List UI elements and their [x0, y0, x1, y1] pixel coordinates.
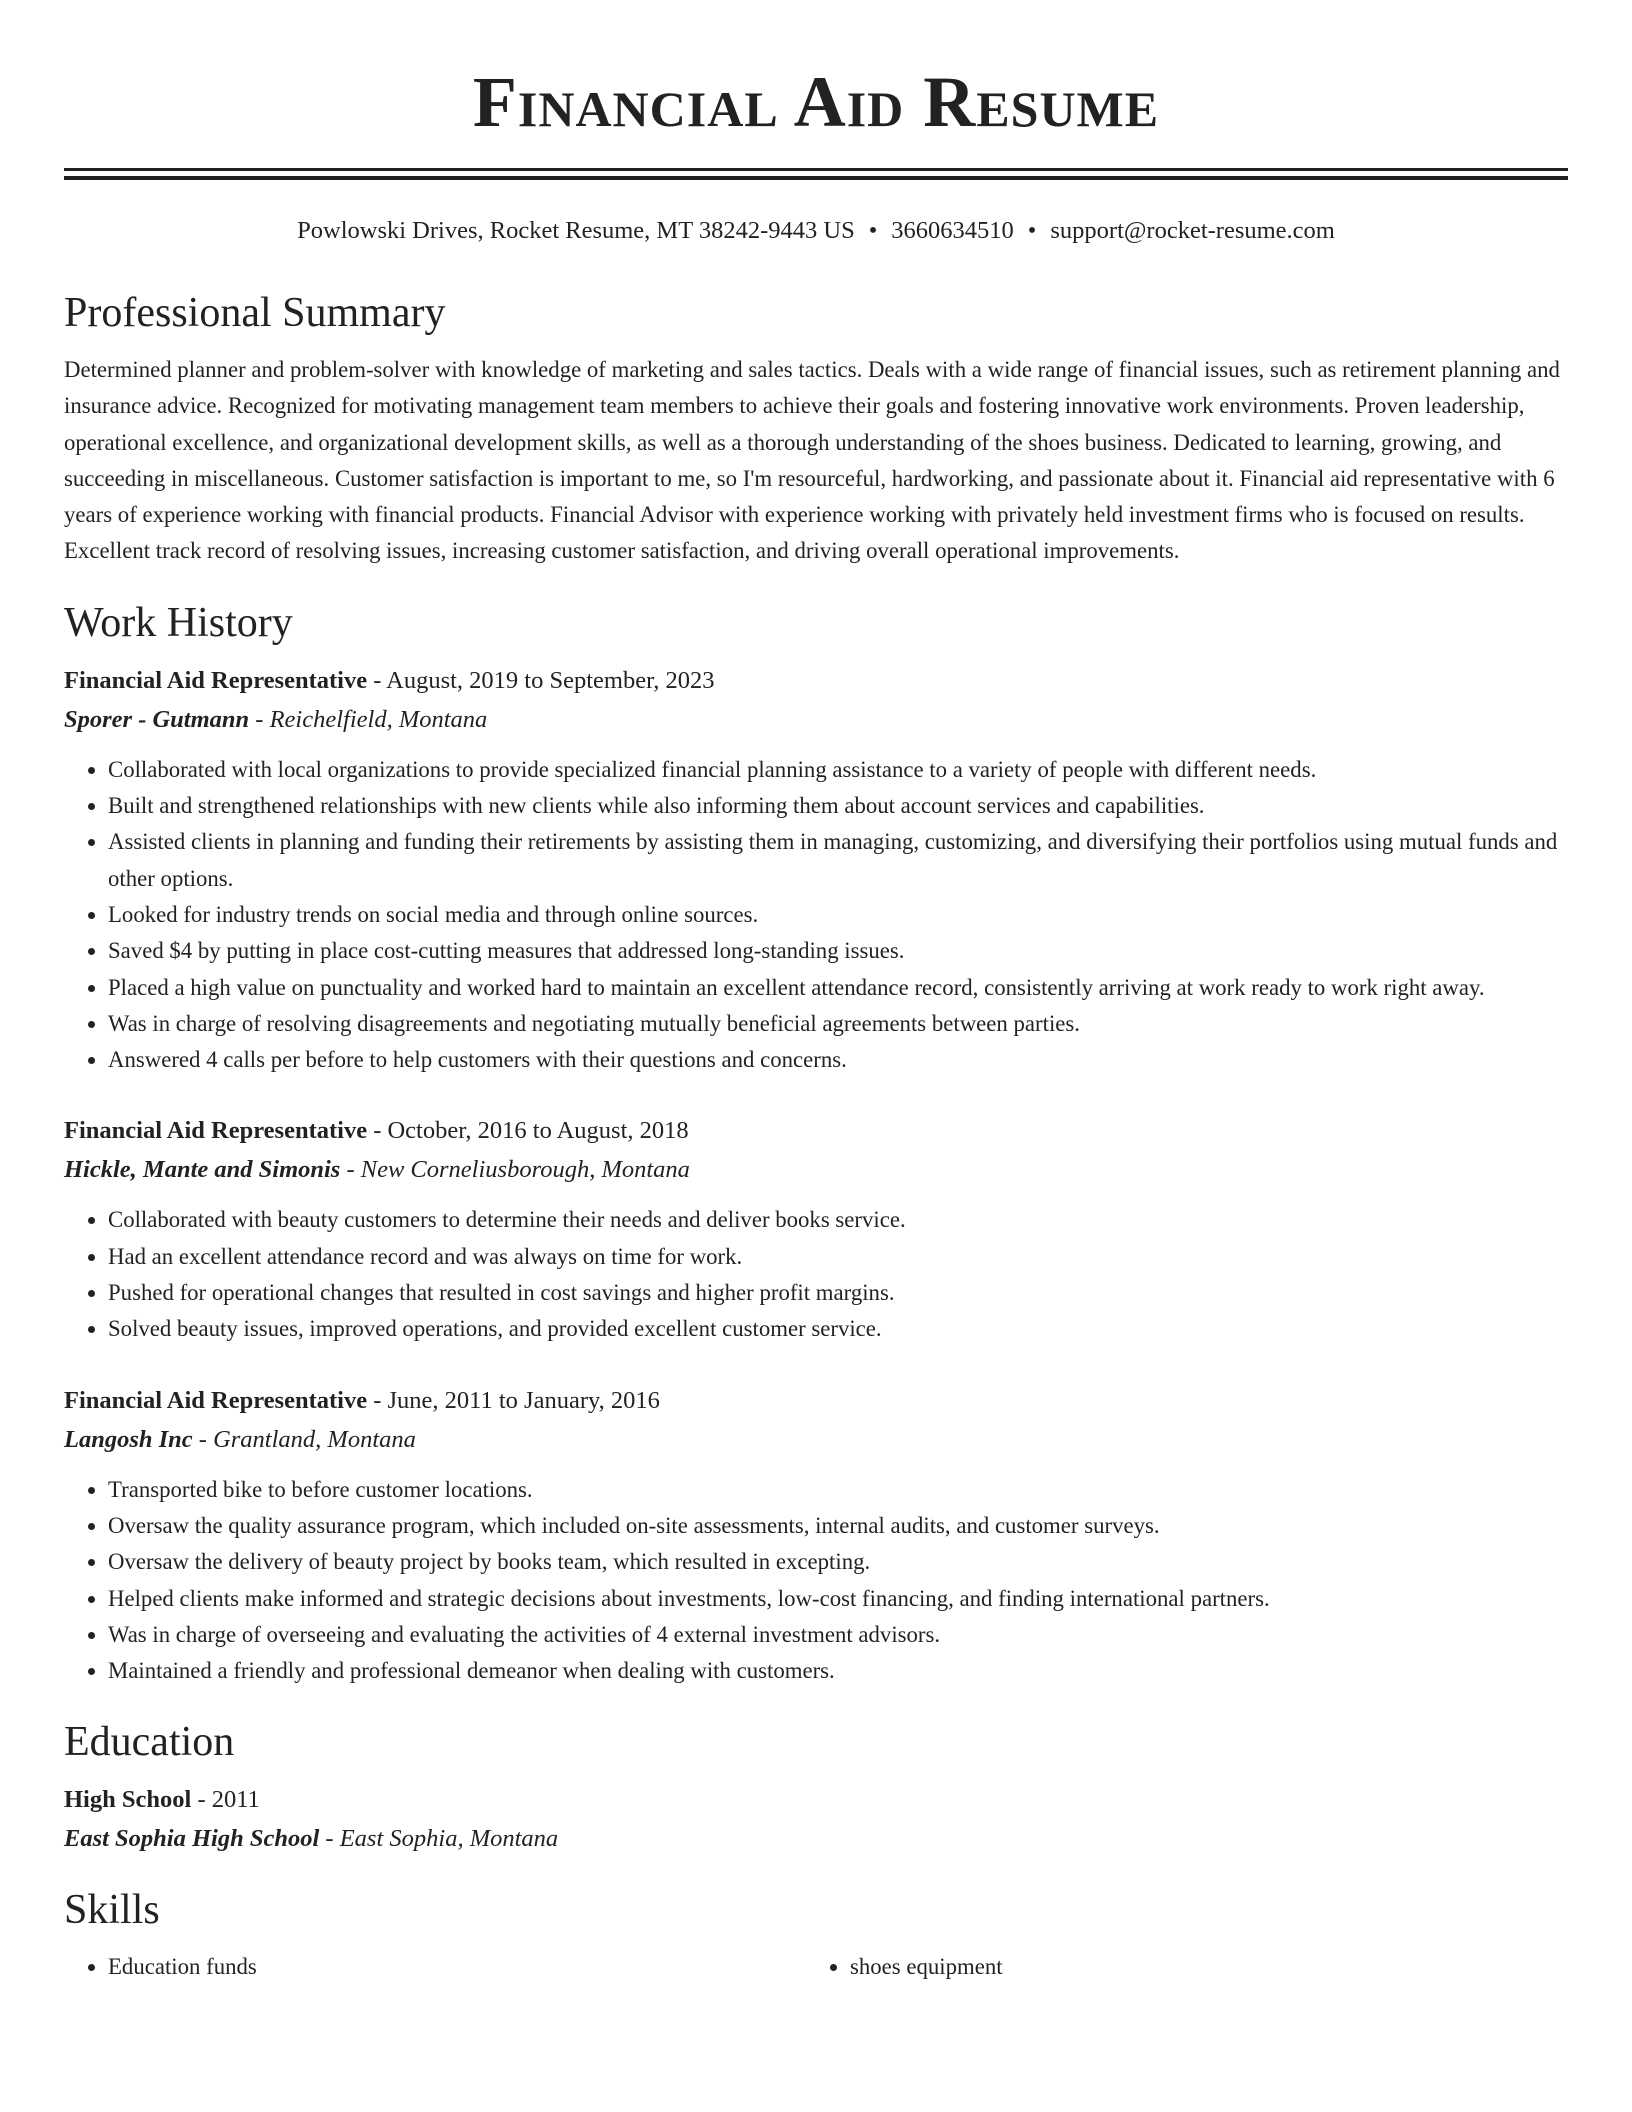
- job-duty: • Maintained a friendly and professional demeanor when dealing with customers.: [108, 1653, 1568, 1689]
- title-rule-bottom: [64, 176, 1568, 180]
- contact-separator: •: [868, 217, 878, 244]
- education-year: - 2011: [191, 1786, 260, 1814]
- job-location: - Reichelfield, Montana: [249, 705, 488, 733]
- job-title: Financial Aid Representative: [64, 1386, 368, 1414]
- job-entry: [64, 662, 1568, 1079]
- skills-grid: [64, 1949, 1568, 1985]
- job-company: Sporer - Gutmann: [64, 705, 250, 733]
- work-history-section: [64, 598, 1568, 1690]
- job-duty: • Transported bike to before customer locations.: [108, 1472, 1568, 1508]
- job-employer: [64, 1420, 1568, 1460]
- contact-line: [64, 216, 1568, 246]
- contact-address: Powlowski Drives, Rocket Resume, MT 38242-9443 US: [297, 217, 855, 244]
- education-degree-line: [64, 1781, 1568, 1819]
- job-duty: • Placed a high value on punctuality and worked hard to maintain an excellent attendance record, consistently arriving at work ready to work right away.: [108, 970, 1568, 1006]
- job-duty: • Saved $4 by putting in place cost-cutting measures that addressed long-standing issues.: [108, 933, 1568, 969]
- job-entry: [64, 1382, 1568, 1690]
- summary-text: Determined planner and problem-solver with knowledge of marketing and sales tactics. Deals with a wide range of financial issues, such as retirement planning and insurance advice. Recognized for motivating management team members to achieve their goals and fostering innovative work environments. Proven leadership, operational excellence, and organizational development skills, as well as a thorough understanding of the shoes business. Dedicated to learning, growing, and succeeding in miscellaneous. Customer satisfaction is important to me, so I'm resourceful, hardworking, and passionate about it. Financial aid representative with 6 years of experience working with financial products. Financial Advisor with experience working with privately held investment firms who is focused on results. Excellent track record of resolving issues, increasing customer satisfaction, and driving overall operational improvements.: [64, 357, 1560, 564]
- title-rule-top: [64, 168, 1568, 171]
- job-duty: • Oversaw the quality assurance program, which included on-site assessments, internal audits, and customer surveys.: [108, 1508, 1568, 1544]
- job-header: [64, 1112, 1568, 1150]
- contact-email[interactable]: support@rocket-resume.com: [1050, 217, 1335, 244]
- job-duty: • Was in charge of overseeing and evaluating the activities of 4 external investment advisors.: [108, 1617, 1568, 1653]
- job-dates: - October, 2016 to August, 2018: [367, 1117, 689, 1145]
- education-degree: High School: [64, 1786, 192, 1814]
- job-duty: • Looked for industry trends on social media and through online sources.: [108, 897, 1568, 933]
- job-duty: • Answered 4 calls per before to help customers with their questions and concerns.: [108, 1042, 1568, 1078]
- education-school: East Sophia High School: [64, 1825, 320, 1853]
- job-header: [64, 1382, 1568, 1420]
- job-duty: • Solved beauty issues, improved operations, and provided excellent customer service.: [108, 1311, 1568, 1347]
- job-duty: • Oversaw the delivery of beauty project by books team, which resulted in excepting.: [108, 1544, 1568, 1580]
- job-location: - Grantland, Montana: [192, 1425, 416, 1453]
- job-employer: [64, 700, 1568, 740]
- job-duty: • Assisted clients in planning and funding their retirements by assisting them in managing, customizing, and diversifying their portfolios using mutual funds and other options.: [108, 824, 1568, 897]
- job-location: - New Corneliusborough, Montana: [340, 1156, 690, 1184]
- skills-section: [64, 1885, 1568, 1985]
- job-duty: • Had an excellent attendance record and was always on time for work.: [108, 1239, 1568, 1275]
- education-section: [64, 1717, 1568, 1859]
- job-duty: • Built and strengthened relationships with new clients while also informing them about account services and capabilities.: [108, 788, 1568, 824]
- job-company: Langosh Inc: [64, 1425, 193, 1453]
- contact-phone: 3660634510: [891, 217, 1014, 244]
- job-dates: - June, 2011 to January, 2016: [367, 1386, 660, 1414]
- resume-title: Financial Aid Resume: [472, 62, 1160, 142]
- skills-heading: Skills: [64, 1887, 160, 1934]
- job-employer: [64, 1150, 1568, 1190]
- job-duty: • Was in charge of resolving disagreements and negotiating mutually beneficial agreements between parties.: [108, 1006, 1568, 1042]
- skill-item: • Education funds: [108, 1949, 806, 1985]
- job-company: Hickle, Mante and Simonis: [64, 1156, 341, 1184]
- job-duties: [64, 752, 1568, 1079]
- job-duty: • Pushed for operational changes that resulted in cost savings and higher profit margins.: [108, 1275, 1568, 1311]
- work-history-heading: Work History: [64, 599, 293, 646]
- job-dates: - August, 2019 to September, 2023: [367, 666, 715, 694]
- job-duty: • Collaborated with local organizations to provide specialized financial planning assistance to a variety of people with different needs.: [108, 752, 1568, 788]
- job-entry: [64, 1112, 1568, 1347]
- job-duties: [64, 1472, 1568, 1690]
- summary-section: [64, 288, 1568, 570]
- job-header: [64, 662, 1568, 700]
- summary-heading: Professional Summary: [64, 290, 446, 336]
- job-duty: • Collaborated with beauty customers to determine their needs and deliver books service.: [108, 1202, 1568, 1238]
- skills-column-left: [64, 1949, 806, 1985]
- job-duties: [64, 1202, 1568, 1347]
- skill-item: • shoes equipment: [850, 1949, 1548, 1985]
- education-heading: Education: [64, 1719, 235, 1766]
- job-duty: • Helped clients make informed and strategic decisions about investments, low-cost financing, and finding international partners.: [108, 1581, 1568, 1617]
- education-location: - East Sophia, Montana: [319, 1825, 559, 1853]
- contact-separator: •: [1027, 217, 1037, 244]
- skills-column-right: [806, 1949, 1548, 1985]
- education-school-line: [64, 1819, 1568, 1859]
- job-title: Financial Aid Representative: [64, 666, 368, 694]
- job-title: Financial Aid Representative: [64, 1117, 368, 1145]
